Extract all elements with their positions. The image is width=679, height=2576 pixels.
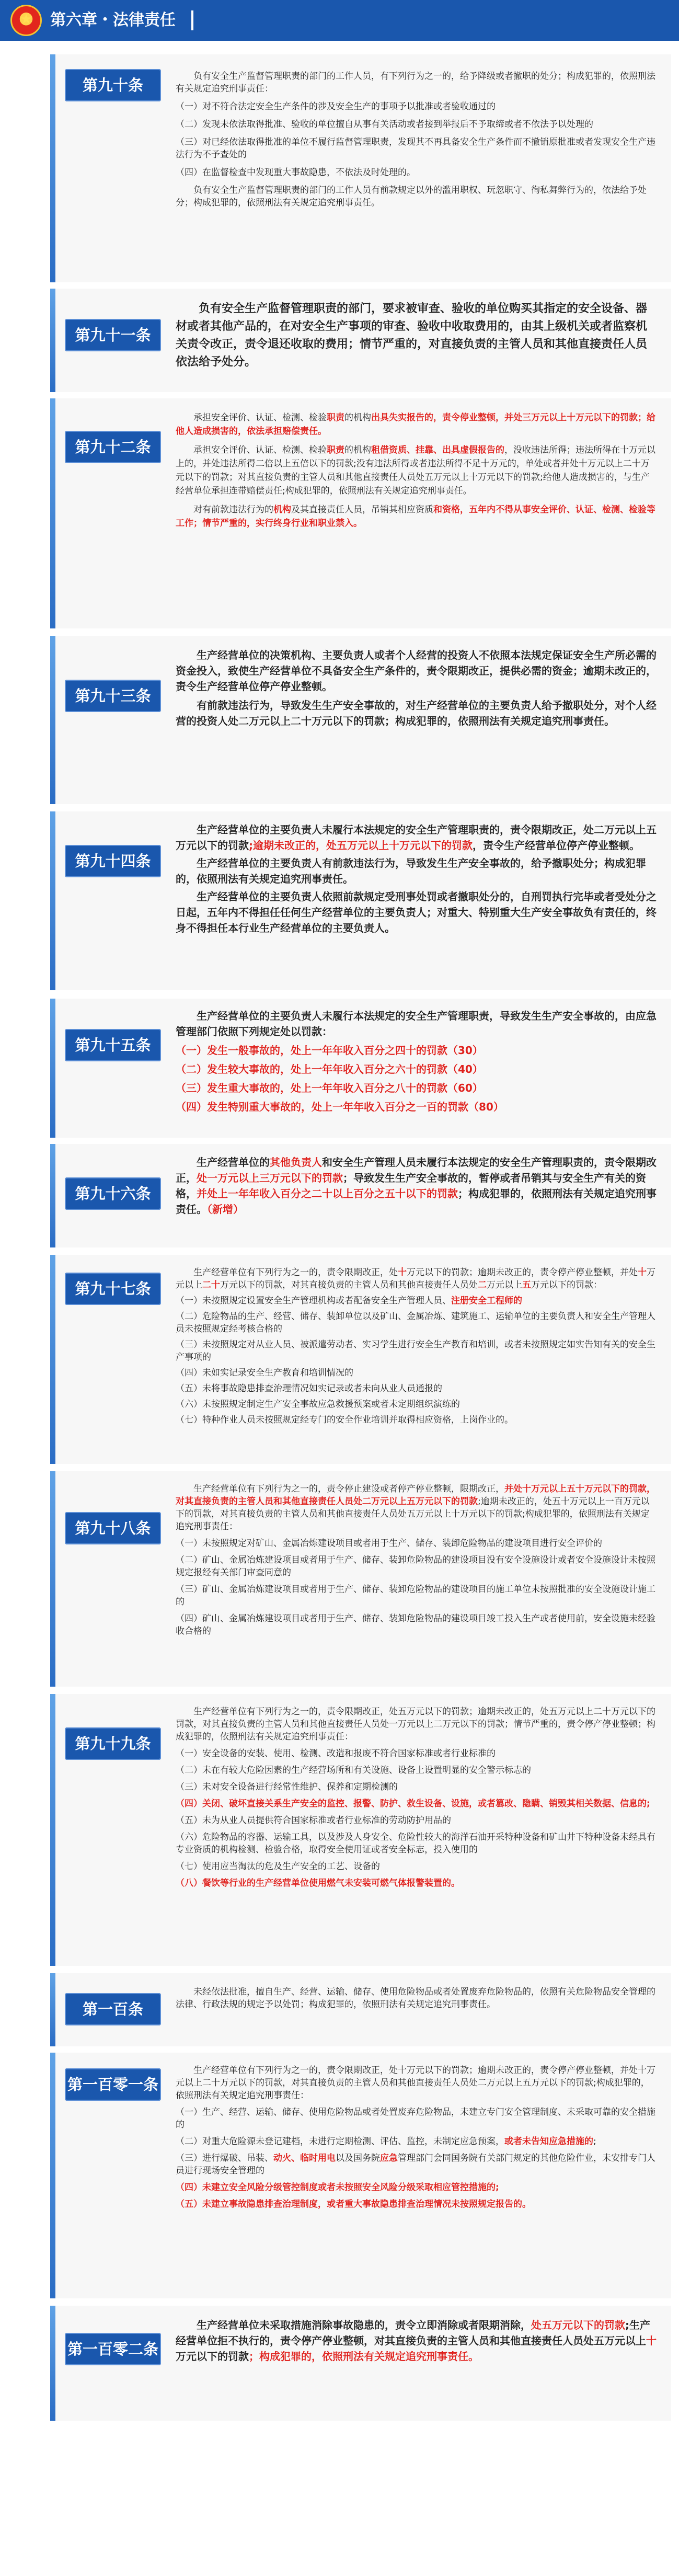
article-99 xyxy=(50,1694,671,1966)
article-91 xyxy=(50,289,671,392)
article-label: 第九十二条 xyxy=(65,431,161,463)
article-text: 负有安全生产监督管理职责的部门的工作人员，有下列行为之一的，给予降级或者撤职的处分；构成犯罪的，依照刑法有关规定追究刑事责任： （一）对不符合法定安全生产条件的涉及安全生产的事项予以批准或者验收通过的 （二）发现未依法取得批准、验收的单位擅自从事有关活动或者接到举报后不予取缔或者不依法予以处理的 （三）对已经依法取得批准的单位不履行监督管理职责，发现其不再具备安全生产条件而不撤销原批准或者发现安全生产违法行为不予查处的 （四）在监督检查中发现重大事故隐患，不依法及时处理的。 负有安全生产监督管理职责的部门的工作人员有前款规定以外的滥用职权、玩忽职守、徇私舞弊行为的，依法给予处分；构成犯罪的，依照刑法有关规定追究刑事责任。 xyxy=(176,71,655,208)
article-text: 生产经营单位有下列行为之一的，责令停止建设或者停产停业整顿，限期改正，并处十万元以上五十万元以下的罚款，对其直接负责的主管人员和其他直接责任人员处二万元以上五万元以下的罚款;逾期未改正的，处五十万元以上一百万元以下的罚款，对其直接负责的主管人员和其他直接责任人员处五万元以上十万元以下的罚款;构成犯罪的，依照刑法有关规定追究刑事责任： （一）未按照规定对矿山、金属冶炼建设项目或者用于生产、储存、装卸危险物品的建设项目进行安全评价的 （二）矿山、金属冶炼建设项目或者用于生产、储存、装卸危险物品的建设项目没有安全设施设计或者安全设施设计未按照规定报经有关部门审查同意的 （三）矿山、金属冶炼建设项目或者用于生产、储存、装卸危险物品的建设项目的施工单位未按照批准的安全设施设计施工的 （四）矿山、金属冶炼建设项目或者用于生产、储存、装卸危险物品的建设项目竣工投入生产或者使用前，安全设施未经验收合格的 xyxy=(176,1484,655,1636)
article-101 xyxy=(50,2053,671,2298)
article-93 xyxy=(50,636,671,804)
chapter-header xyxy=(0,0,679,41)
article-label: 第九十五条 xyxy=(65,1029,161,1061)
article-92 xyxy=(50,398,671,628)
article-97 xyxy=(50,1255,671,1464)
article-label: 第九十四条 xyxy=(65,845,161,877)
article-96 xyxy=(50,1144,671,1247)
article-label: 第一百条 xyxy=(65,1993,161,2025)
article-text: 生产经营单位的主要负责人未履行本法规定的安全生产管理职责，导致发生生产安全事故的，由应急管理部门依照下列规定处以罚款： （一）发生一般事故的，处上一年年收入百分之四十的罚款（30） （二）发生较大事故的，处上一年年收入百分之六十的罚款（40） （三）发生重大事故的，处上一年年收入百分之八十的罚款（60） （四）发生特别重大事故的，处上一年年收入百分之一百的罚款（80） xyxy=(176,1010,657,1113)
article-label: 第九十九条 xyxy=(65,1727,161,1760)
article-text: 生产经营单位的主要负责人未履行本法规定的安全生产管理职责的，责令限期改正，处二万元以上五万元以下的罚款;逾期未改正的，处五万元以上十万元以下的罚款，责令生产经营单位停产停业整顿。 生产经营单位的主要负责人有前款违法行为，导致发生生产安全事故的，给予撤职处分；构成犯罪的，依照刑法有关规定追究刑事责任。 生产经营单位的主要负责人依照前款规定受刑事处罚或者撤职处分的，自刑罚执行完毕或者受处分之日起，五年内不得担任任何生产经营单位的主要负责人；对重大、特别重大生产安全事故负有责任的，终身不得担任本行业生产经营单位的主要负责人。 xyxy=(176,823,657,934)
national-emblem-icon: ★ xyxy=(10,5,42,36)
article-label: 第一百零一条 xyxy=(65,2068,161,2101)
article-95 xyxy=(50,999,671,1138)
article-text: 承担安全评价、认证、检测、检验职责的机构出具失实报告的，责令停业整顿，并处三万元以上十万元以下的罚款；给他人造成损害的，依法承担赔偿责任。 承担安全评价、认证、检测、检验职责的机构租借资质、挂靠、出具虚假报告的，没收违法所得；违法所得在十万元以上的，并处违法所得二倍以上五倍以下的罚款;没有违法所得或者违法所得不足十万元的，单处或者并处十万元以上二十万元以下的罚款；对其直接负责的主管人员和其他直接责任人员处五万元以上十万元以下的罚款;给他人造成损害的，与生产经营单位承担连带赔偿责任;构成犯罪的，依照刑法有关规定追究刑事责任。 对有前款违法行为的机构及其直接责任人员，吊销其相应资质和资格，五年内不得从事安全评价、认证、检测、检验等工作；情节严重的，实行终身行业和职业禁入。 xyxy=(176,413,655,529)
article-90 xyxy=(50,54,671,282)
article-text: 生产经营单位未采取措施消除事故隐患的，责令立即消除或者限期消除，处五万元以下的罚款;生产经营单位拒不执行的，责令停产停业整顿，对其直接负责的主管人员和其他直接责任人员处五万元以上十万元以下的罚款；构成犯罪的，依照刑法有关规定追究刑事责任。 xyxy=(176,2319,657,2363)
article-text: 未经依法批准，擅自生产、经营、运输、储存、使用危险物品或者处置废弃危险物品的，依照有关危险物品安全管理的法律、行政法规的规定予以处罚；构成犯罪的，依照刑法有关规定追究刑事责任。 xyxy=(176,1987,655,2010)
article-label: 第九十七条 xyxy=(65,1273,161,1305)
article-text: 生产经营单位有下列行为之一的，责令限期改正，处十万元以下的罚款；逾期未改正的，责令停产停业整顿，并处十万元以上二十万元以下的罚款，对其直接负责的主管人员和其他直接责任人员处二万元以上五万元以下的罚款;构成犯罪的，依照刑法有关规定追究刑事责任： （一）生产、经营、运输、储存、使用危险物品或者处置废弃危险物品，未建立专门安全管理制度、未采取可靠的安全措施的 （二）对重大危险源未登记建档，未进行定期检测、评估、监控，未制定应急预案，或者未告知应急措施的; （三）进行爆破、吊装、动火、临时用电以及国务院应急管理部门会同国务院有关部门规定的其他危险作业，未安排专门人员进行现场安全管理的 （四）未建立安全风险分级管控制度或者未按照安全风险分级采取相应管控措施的; （五）未建立事故隐患排查治理制度，或者重大事故隐患排查治理情况未按照规定报告的。 xyxy=(176,2065,655,2209)
article-text: 负有安全生产监督管理职责的部门，要求被审查、验收的单位购买其指定的安全设备、器材或者其他产品的，在对安全生产事项的审查、验收中收取费用的，由其上级机关或者监察机关责令改正，责令退还收取的费用；情节严重的，对直接负责的主管人员和其他直接责任人员依法给予处分。 xyxy=(176,302,648,369)
article-label: 第九十条 xyxy=(65,69,161,101)
article-94 xyxy=(50,811,671,990)
article-label: 第一百零二条 xyxy=(65,2333,161,2365)
article-label: 第九十三条 xyxy=(65,680,161,712)
article-text: 生产经营单位有下列行为之一的，责令限期改正，处十万元以下的罚款；逾期未改正的，责令停产停业整顿，并处十万元以上二十万元以下的罚款，对其直接负责的主管人员和其他直接责任人员处二万元以上五万元以下的罚款： （一）未按照规定设置安全生产管理机构或者配备安全生产管理人员、注册安全工程师的 （二）危险物品的生产、经营、储存、装卸单位以及矿山、金属冶炼、建筑施工、运输单位的主要负责人和安全生产管理人员未按照规定经考核合格的 （三）未按照规定对从业人员、被派遣劳动者、实习学生进行安全生产教育和培训，或者未按照规定如实告知有关的安全生产事项的 （四）未如实记录安全生产教育和培训情况的 （五）未将事故隐患排查治理情况如实记录或者未向从业人员通报的 （六）未按照规定制定生产安全事故应急救援预案或者未定期组织演练的 （七）特种作业人员未按照规定经专门的安全作业培训并取得相应资格，上岗作业的。 xyxy=(176,1267,655,1425)
article-label: 第九十六条 xyxy=(65,1177,161,1210)
chapter-title: 第六章・法律责任 xyxy=(50,7,193,33)
article-102 xyxy=(50,2306,671,2421)
article-label: 第九十一条 xyxy=(65,319,161,351)
article-text: 生产经营单位有下列行为之一的，责令限期改正，处五万元以下的罚款；逾期未改正的，处五万元以上二十万元以下的罚款，对其直接负责的主管人员和其他直接责任人员处一万元以上二万元以下的罚款；情节严重的，责令停产停业整顿；构成犯罪的，依照刑法有关规定追究刑事责任： （一）安全设备的安装、使用、检测、改造和报废不符合国家标准或者行业标准的 （二）未在有较大危险因素的生产经营场所和有关设施、设备上设置明显的安全警示标志的 （三）未对安全设备进行经常性维护、保养和定期检测的 （四）关闭、破坏直接关系生产安全的监控、报警、防护、救生设备、设施，或者篡改、隐瞒、销毁其相关数据、信息的; （五）未为从业人员提供符合国家标准或者行业标准的劳动防护用品的 （六）危险物品的容器、运输工具，以及涉及人身安全、危险性较大的海洋石油开采特种设备和矿山井下特种设备未经具有专业资质的机构检测、检验合格，取得安全使用证或者安全标志，投入使用的 （七）使用应当淘汰的危及生产安全的工艺、设备的 （八）餐饮等行业的生产经营单位使用燃气未安装可燃气体报警装置的。 xyxy=(176,1707,655,1888)
article-label: 第九十八条 xyxy=(65,1512,161,1544)
article-100 xyxy=(50,1973,671,2046)
article-98 xyxy=(50,1471,671,1687)
article-text: 生产经营单位的决策机构、主要负责人或者个人经营的投资人不依照本法规定保证安全生产所必需的资金投入，致使生产经营单位不具备安全生产条件的，责令限期改正，提供必需的资金；逾期未改正的，责令生产经营单位停产停业整顿。 有前款违法行为，导致发生生产安全事故的，对生产经营单位的主要负责人给予撤职处分，对个人经营的投资人处二万元以上二十万元以下的罚款；构成犯罪的，依照刑法有关规定追究刑事责任。 xyxy=(176,649,657,727)
article-text: 生产经营单位的其他负责人和安全生产管理人员未履行本法规定的安全生产管理职责的，责令限期改正，处一万元以上三万元以下的罚款；导致发生生产安全事故的，暂停或者吊销其与安全生产有关的资格，并处上一年年收入百分之二十以上百分之五十以下的罚款；构成犯罪的，依照刑法有关规定追究刑事责任。（新增） xyxy=(176,1156,657,1216)
